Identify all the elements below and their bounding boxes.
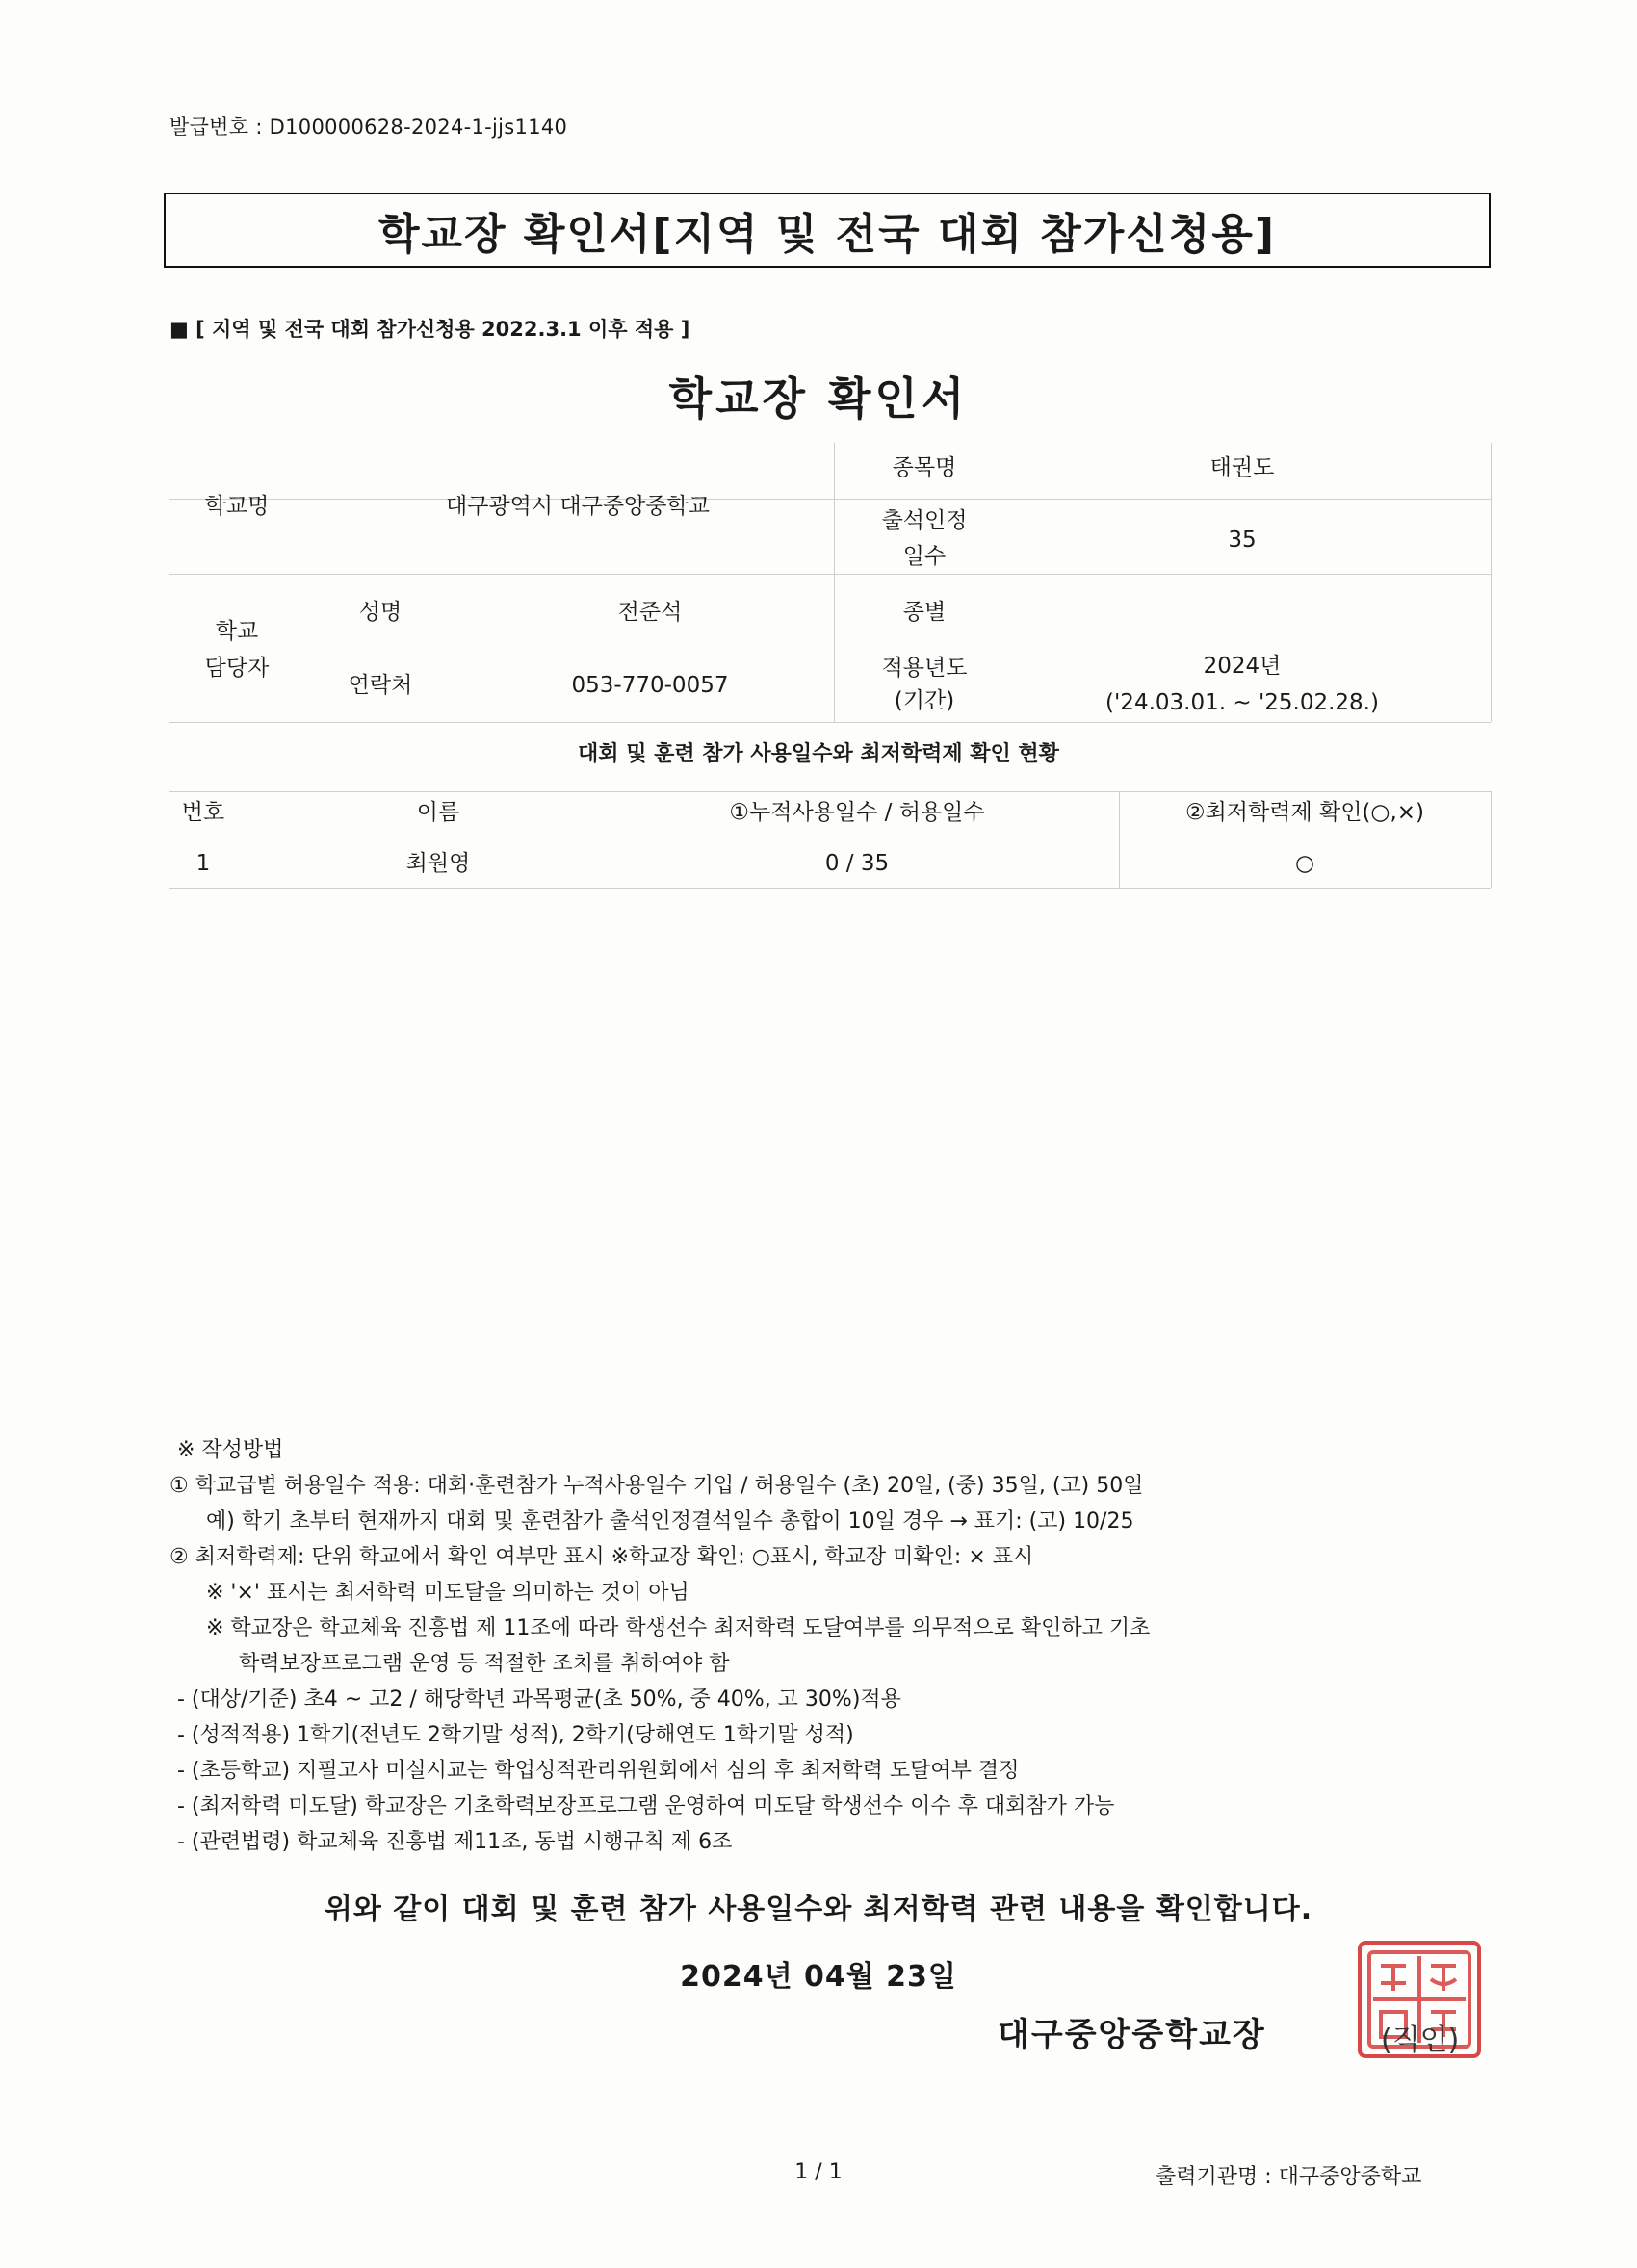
event-label: 종목명 <box>892 455 957 480</box>
year-label-line1: 적용년도 <box>881 656 968 681</box>
row-days: 0 / 35 <box>824 851 890 876</box>
year-label-line2: (기간) <box>894 688 955 713</box>
name-label: 성명 <box>358 600 403 625</box>
attendance-label-line1: 출석인정 <box>881 508 968 533</box>
name-value: 전준석 <box>617 600 683 625</box>
row-name: 최원영 <box>405 851 471 876</box>
principal-name: 대구중앙중학교장 <box>998 2016 1266 2054</box>
phone-value: 053-770-0057 <box>571 673 729 698</box>
table-header-min-academic: ②최저학력제 확인(○,×) <box>1184 800 1425 825</box>
note-line: 예) 학기 초부터 현재까지 대회 및 훈련참가 출석인정결석일수 총합이 10일 경우 → 표기: (고) 10/25 <box>206 1509 1134 1533</box>
issue-number: 발급번호 : D100000628-2024-1-jjs1140 <box>169 116 568 139</box>
table-header-number: 번호 <box>181 800 225 825</box>
note-line: ① 학교급별 허용일수 적용: 대회·훈련참가 누적사용일수 기입 / 허용일수 (초) 20일, (중) 35일, (고) 50일 <box>169 1474 1144 1498</box>
category-label: 종별 <box>902 600 947 625</box>
table-header-days: ①누적사용일수 / 허용일수 <box>729 800 985 825</box>
contact-label-line1: 학교 <box>215 619 259 644</box>
main-title: 학교장 확인서[지역 및 전국 대회 참가신청용] <box>164 193 1491 268</box>
notes-heading: ※ 작성방법 <box>177 1438 284 1462</box>
note-line: - (최저학력 미도달) 학교장은 기초학력보장프로그램 운영하여 미도달 학생선수 이수 후 대회참가 가능 <box>177 1794 1115 1818</box>
page-number: 1 / 1 <box>794 2160 843 2184</box>
school-name: 대구광역시 대구중앙중학교 <box>446 494 710 519</box>
school-name-label: 학교명 <box>204 494 270 519</box>
note-line: - (성적적용) 1학기(전년도 2학기말 성적), 2학기(당해연도 1학기말 성적) <box>177 1723 854 1747</box>
issue-date: 2024년 04월 23일 <box>680 1960 957 1994</box>
year-value: 2024년 <box>1203 654 1282 679</box>
document-title: 학교장 확인서 <box>668 373 969 425</box>
period-value: ('24.03.01. ~ '25.02.28.) <box>1105 690 1379 715</box>
section-title: 대회 및 훈련 참가 사용일수와 최저학력제 확인 현황 <box>578 742 1059 766</box>
note-line: - (관련법령) 학교체육 진흥법 제11조, 동법 시행규칙 제 6조 <box>177 1830 733 1854</box>
note-line: ※ 학교장은 학교체육 진흥법 제 11조에 따라 학생선수 최저학력 도달여부를 의무적으로 확인하고 기초 <box>206 1616 1151 1640</box>
seal-label: (직인) <box>1381 2023 1460 2057</box>
contact-label-line2: 담당자 <box>204 656 270 681</box>
note-line: - (초등학교) 지필고사 미실시교는 학업성적관리위원회에서 심의 후 최저학력 도달여부 결정 <box>177 1759 1020 1783</box>
confirmation-statement: 위와 같이 대회 및 훈련 참가 사용일수와 최저학력 관련 내용을 확인합니다. <box>324 1893 1313 1926</box>
event-value: 태권도 <box>1209 455 1275 480</box>
attendance-days: 35 <box>1228 528 1257 553</box>
phone-label: 연락처 <box>348 673 413 698</box>
note-line: ② 최저학력제: 단위 학교에서 확인 여부만 표시 ※학교장 확인: ○표시, 학교장 미확인: × 표시 <box>169 1545 1034 1569</box>
table-header-name: 이름 <box>416 800 460 825</box>
row-min-academic: ○ <box>1294 851 1315 876</box>
note-line: 학력보장프로그램 운영 등 적절한 조치를 취하여야 함 <box>239 1652 730 1676</box>
note-line: ※ '×' 표시는 최저학력 미도달을 의미하는 것이 아님 <box>206 1581 689 1605</box>
note-line: - (대상/기준) 초4 ~ 고2 / 해당학년 과목평균(초 50%, 중 40%, 고 30%)적용 <box>177 1688 901 1712</box>
issuing-institution: 출력기관명 : 대구중앙중학교 <box>1156 2165 1422 2189</box>
subtitle: ■ [ 지역 및 전국 대회 참가신청용 2022.3.1 이후 적용 ] <box>169 318 690 341</box>
row-number: 1 <box>195 851 211 876</box>
attendance-label-line2: 일수 <box>902 544 947 569</box>
writing-guide <box>169 1432 1150 1860</box>
